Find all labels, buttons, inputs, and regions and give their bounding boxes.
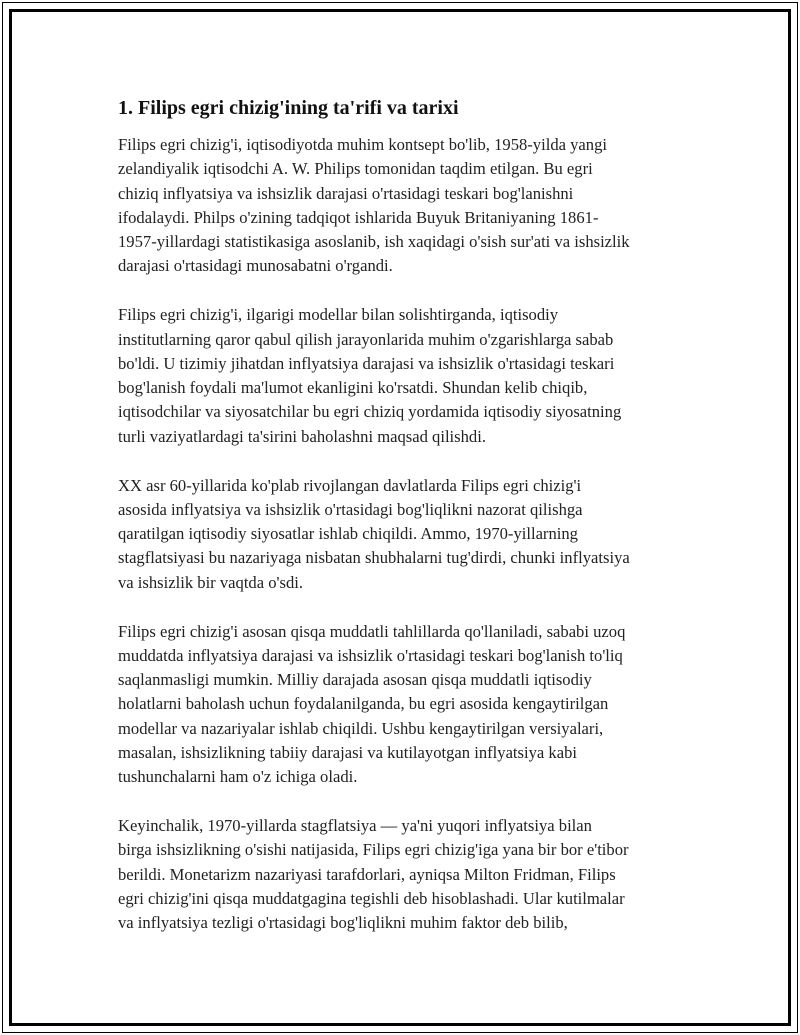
- text-line: Filips egri chizig'i asosan qisqa muddatli tahlillarda qo'llaniladi, sababi uzoq: [118, 621, 626, 641]
- text-line: saqlanmasligi mumkin. Milliy darajada asosan qisqa muddatli iqtisodiy: [118, 670, 592, 690]
- text-line: bog'lanish foydali ma'lumot ekanligini ko'rsatdi. Shundan kelib chiqib,: [118, 378, 588, 398]
- text-line: asosida inflyatsiya va ishsizlik o'rtasidagi bog'liqlikni nazorat qilishga: [118, 499, 583, 519]
- text-line: institutlarning qaror qabul qilish jarayonlarida muhim o'zgarishlarga sabab: [118, 329, 614, 349]
- text-line: ifodalaydi. Philps o'zining tadqiqot ishlarida Buyuk Britaniyaning 1861-: [118, 207, 599, 227]
- text-line: chiziq inflyatsiya va ishsizlik darajasi o'rtasidagi teskari bog'lanishni: [118, 183, 574, 203]
- text-line: va ishsizlik bir vaqtda o'sdi.: [118, 572, 304, 592]
- text-line: zelandiyalik iqtisodchi A. W. Philips tomonidan taqdim etilgan. Bu egri: [118, 159, 593, 179]
- text-line: XX asr 60-yillarida ko'plab rivojlangan davlatlarda Filips egri chizig'i: [118, 475, 582, 495]
- text-line: birga ishsizlikning o'sishi natijasida, Filips egri chizig'iga yana bir bor e'tibor: [118, 840, 629, 860]
- document-body: [118, 95, 693, 960]
- text-line: bo'ldi. U tizimiy jihatdan inflyatsiya darajasi va ishsizlik o'rtasidagi teskari: [118, 353, 615, 373]
- text-line: Filips egri chizig'i, ilgarigi modellar bilan solishtirganda, iqtisodiy: [118, 305, 559, 325]
- text-line: stagflatsiyasi bu nazariyaga nisbatan shubhalarni tug'dirdi, chunki inflyatsiya: [118, 548, 630, 568]
- text-line: tushunchalarni ham o'z ichiga oladi.: [118, 767, 358, 787]
- text-line: masalan, ishsizlikning tabiiy darajasi va kutilayotgan inflyatsiya kabi: [118, 743, 577, 763]
- text-line: egri chizig'ini qisqa muddatgagina tegishli deb hisoblashadi. Ular kutilmalar: [118, 889, 625, 909]
- text-line: 1957-yillardagi statistikasiga asoslanib, ish xaqidagi o'sish sur'ati va ishsizlik: [118, 232, 630, 252]
- text-line: berildi. Monetarizm nazariyasi tarafdorlari, ayniqsa Milton Fridman, Filips: [118, 864, 616, 884]
- paragraph-1: [118, 133, 693, 279]
- section-heading: 1. Filips egri chizig'ining ta'rifi va tarixi: [118, 97, 459, 119]
- text-line: turli vaziyatlardagi ta'sirini baholashni maqsad qilishdi.: [118, 426, 486, 446]
- paragraph-3: [118, 474, 693, 595]
- text-line: modellar va nazariyalar ishlab chiqildi. Ushbu kengaytirilgan versiyalari,: [118, 718, 604, 738]
- text-line: darajasi o'rtasidagi munosabatni o'rgandi.: [118, 256, 393, 276]
- paragraph-4: [118, 620, 693, 790]
- text-line: holatlarni baholash uchun foydalanilganda, bu egri asosida kengaytirilgan: [118, 694, 609, 714]
- text-line: va inflyatsiya tezligi o'rtasidagi bog'liqlikni muhim faktor deb bilib,: [118, 913, 568, 933]
- text-line: qaratilgan iqtisodiy siyosatlar ishlab chiqildi. Ammo, 1970-yillarning: [118, 524, 578, 544]
- text-line: Keyinchalik, 1970-yillarda stagflatsiya — ya'ni yuqori inflyatsiya bilan: [118, 816, 592, 836]
- text-line: muddatda inflyatsiya darajasi va ishsizlik o'rtasidagi teskari bog'lanish to'liq: [118, 645, 623, 665]
- text-line: iqtisodchilar va siyosatchilar bu egri chiziq yordamida iqtisodiy siyosatning: [118, 402, 622, 422]
- paragraph-5: [118, 814, 693, 935]
- text-line: Filips egri chizig'i, iqtisodiyotda muhim kontsept bo'lib, 1958-yilda yangi: [118, 135, 608, 154]
- paragraph-2: [118, 303, 693, 449]
